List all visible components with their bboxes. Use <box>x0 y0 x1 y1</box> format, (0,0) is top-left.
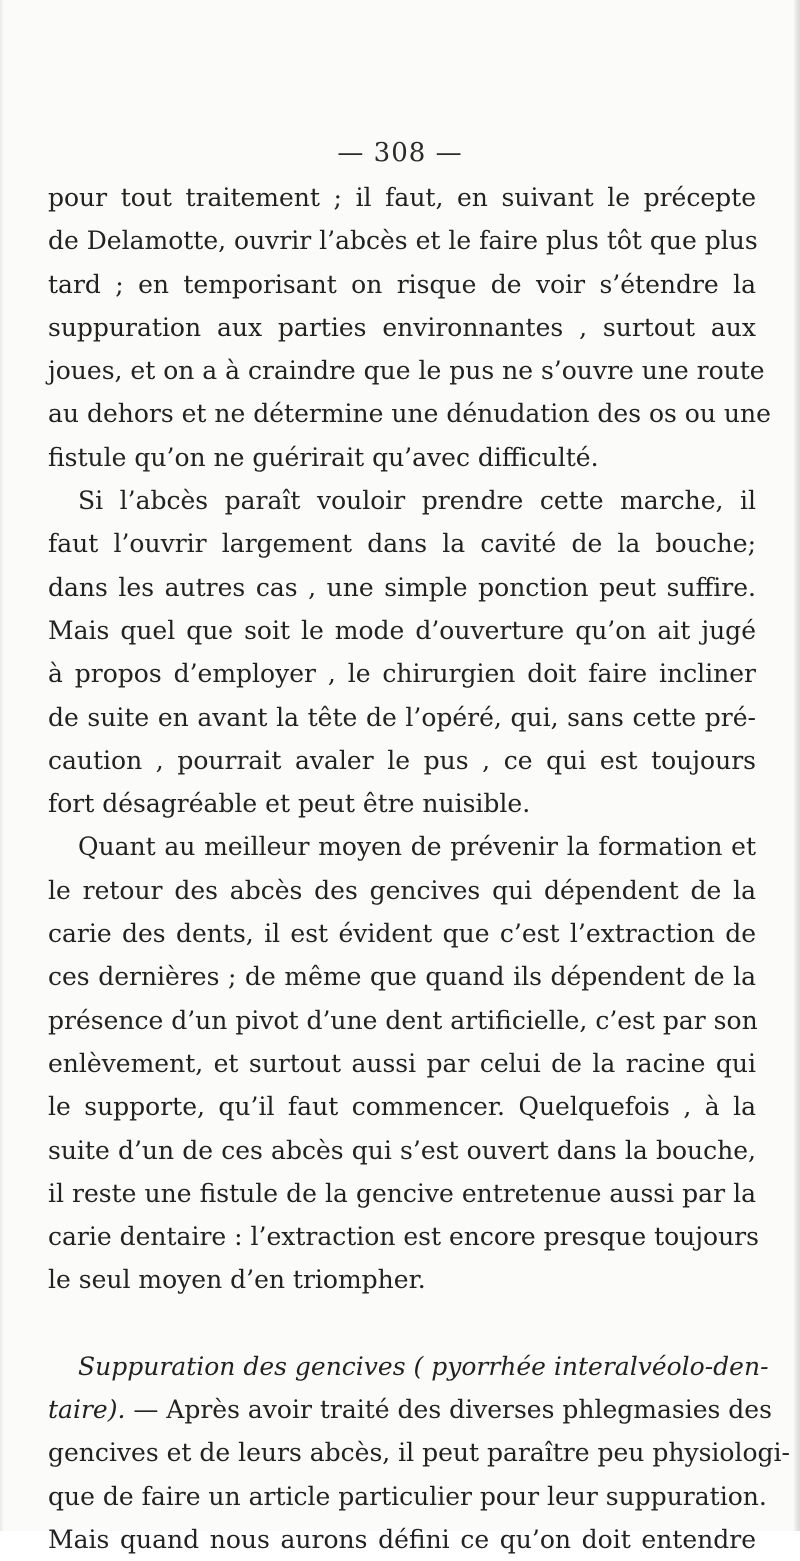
text-line: tard ; en temporisant on risque de voir s’étendre la <box>48 269 756 299</box>
text-line: caution , pourrait avaler le pus , ce qui est toujours <box>48 745 756 775</box>
text-line: de suite en avant la tête de l’opéré, qui, sans cette pré- <box>48 702 756 732</box>
text-line: gencives et de leurs abcès, il peut paraître peu physiologi- <box>48 1438 790 1468</box>
text-line: à propos d’employer , le chirurgien doit faire incliner <box>48 659 756 689</box>
section-gap <box>48 1302 756 1345</box>
body-text <box>48 176 790 1561</box>
text-line: carie des dents, il est évident que c’est l’extraction de <box>48 919 756 949</box>
text-line: carie dentaire : l’extraction est encore presque toujours <box>48 1222 759 1252</box>
page-right-shadow <box>794 0 800 1531</box>
text-line: pour tout traitement ; il faut, en suivant le précepte <box>48 183 756 212</box>
text-line: de Delamotte, ouvrir l’abcès et le faire plus tôt que plus <box>48 226 758 256</box>
text-line <box>48 1345 769 1388</box>
text-line: le retour des abcès des gencives qui dépendent de la <box>48 875 756 905</box>
text-line: le seul moyen d’en triompher. <box>48 1265 426 1295</box>
text-line: enlèvement, et surtout aussi par celui de la racine qui <box>48 1048 756 1078</box>
text-line: Mais quel que soit le mode d’ouverture qu’on ait jugé <box>48 615 756 645</box>
text-line: suppuration aux parties environnantes , surtout aux <box>48 312 756 342</box>
text-line: faut l’ouvrir largement dans la cavité de la bouche; <box>48 529 756 559</box>
text-line: Quant au meilleur moyen de prévenir la formation et <box>78 832 756 862</box>
text-line: il reste une fistule de la gencive entretenue aussi par la <box>48 1178 756 1208</box>
text-line: fistule qu’on ne guérirait qu’avec difficulté. <box>48 442 599 472</box>
text-line: fort désagréable et peut être nuisible. <box>48 789 531 819</box>
text-line: que de faire un article particulier pour leur suppuration. <box>48 1481 767 1511</box>
text-line: suite d’un de ces abcès qui s’est ouvert dans la bouche, <box>48 1135 756 1165</box>
page-left-shadow <box>0 0 4 1531</box>
text-line: ces dernières ; de même que quand ils dépendent de la <box>48 962 756 992</box>
text-line: Mais quand nous aurons défini ce qu’on doit entendre <box>48 1524 756 1554</box>
text-line: le supporte, qu’il faut commencer. Quelquefois , à la <box>48 1092 756 1122</box>
text-line: joues, et on a à craindre que le pus ne s’ouvre une route <box>48 356 765 386</box>
text-line: Si l’abcès paraît vouloir prendre cette marche, il <box>78 486 756 516</box>
text-run: — Après avoir traité des diverses phlegmasies des <box>125 1395 772 1425</box>
section-title: Suppuration des gencives ( pyorrhée interalvéolo-den- <box>78 1351 769 1381</box>
text-line: dans les autres cas , une simple ponction peut suffire. <box>48 572 756 602</box>
page-number: — 308 — <box>337 138 463 168</box>
section-title-end: taire). <box>48 1395 126 1425</box>
text-line: présence d’un pivot d’une dent artificielle, c’est par son <box>48 1005 758 1035</box>
text-line <box>48 1388 772 1431</box>
text-line: au dehors et ne détermine une dénudation des os ou une <box>48 399 771 429</box>
